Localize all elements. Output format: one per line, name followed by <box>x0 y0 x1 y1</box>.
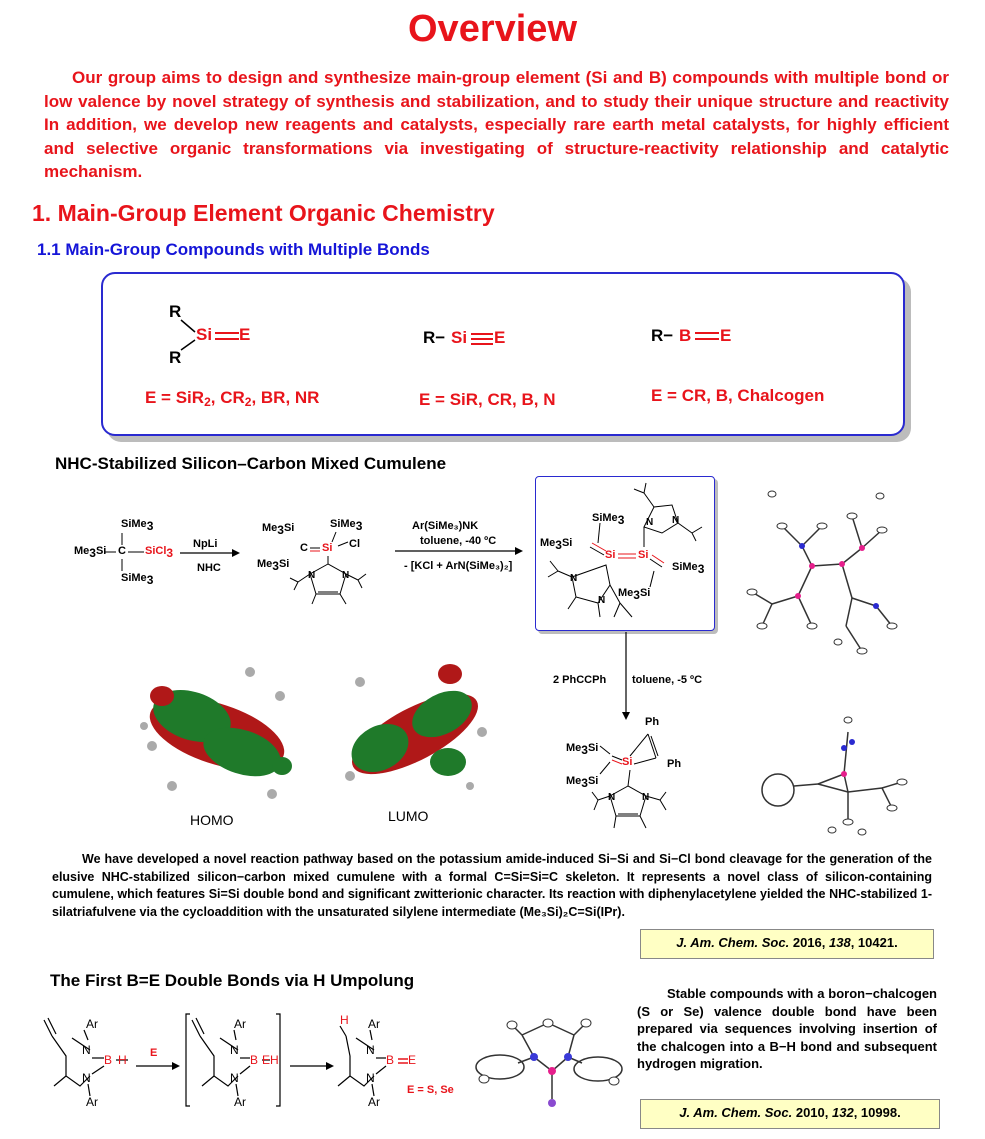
silene-si: Si <box>196 325 213 344</box>
svg-text:N: N <box>570 573 578 584</box>
svg-text:H: H <box>118 1053 127 1067</box>
cumulene-skeleton <box>536 477 714 630</box>
multiple-bond-box <box>101 272 905 436</box>
reagent-toluene-5: toluene, -5 ºC <box>632 674 703 686</box>
svg-text:N: N <box>366 1071 375 1085</box>
homo-label: HOMO <box>190 812 234 828</box>
svg-text:B: B <box>250 1053 259 1067</box>
arrow-down <box>620 632 632 722</box>
reagent-byproduct: - [KCl + ArN(SiMe₃)₂] <box>404 560 513 572</box>
boron-reagent-e: E <box>150 1047 158 1059</box>
silene-e: E <box>239 325 251 344</box>
silyne-r: R− <box>423 328 446 347</box>
svg-text:H: H <box>340 1013 349 1027</box>
svg-text:N: N <box>342 570 350 581</box>
silyne-e-list: E = SiR, CR, B, N <box>419 390 556 409</box>
svg-text:Ar: Ar <box>234 1017 246 1031</box>
cum-me3si-a: Me3Si <box>540 537 573 552</box>
svg-text:B: B <box>386 1053 395 1067</box>
svg-text:Ar: Ar <box>86 1017 98 1031</box>
sm-bonds <box>100 525 160 585</box>
crystal-structure-cumulene <box>742 486 902 661</box>
svg-text:N: N <box>642 792 650 803</box>
reagent-phccph: 2 PhCCPh <box>553 674 607 686</box>
reagent-amide: Ar(SiMe₃)NK <box>412 520 479 532</box>
prod-ph-top: Ph <box>645 716 660 728</box>
svg-text:N: N <box>366 1043 375 1057</box>
arrow-2 <box>395 547 525 557</box>
homo-orbital <box>132 656 302 806</box>
borylene-r: R− <box>651 326 674 345</box>
svg-text:N: N <box>82 1071 91 1085</box>
reference-2010: J. Am. Chem. Soc. 2010, 132, 10998. <box>640 1099 940 1129</box>
svg-text:Ar: Ar <box>234 1095 246 1109</box>
lumo-orbital <box>330 656 500 806</box>
svg-text:N: N <box>598 595 606 606</box>
svg-text:N: N <box>672 515 680 526</box>
boron-atom: B <box>679 326 692 345</box>
sm-me3si: Me3Si <box>74 545 107 560</box>
cumulene-paragraph: We have developed a novel reaction pathway based on the potassium amide-induced Si−Si and Si−Cl bond cleavage for the generation of the elusive NHC-stabilized silicon−carbon mixed cumulene with a formal C=Si=Si=C skeleton. It represents a novel class of silicon-containing cumulene, which features Si=Si double bond and significant zwitterionic character. Its reaction with diphenylacetylene yielded the NHC-stabilized 1-silatriafulvene via the cycloaddition with the unsaturated silylene intermediate (Me₃Si)₂C=Si(IPr). <box>52 852 932 919</box>
svg-text:EH: EH <box>262 1053 279 1067</box>
r-group-bottom: R <box>169 348 182 367</box>
silyne-si: Si <box>451 328 468 347</box>
prod-skeleton <box>590 720 700 840</box>
page-title: Overview <box>408 8 577 50</box>
int-si: Si <box>322 542 333 554</box>
boron-scheme <box>40 1010 480 1130</box>
svg-text:N: N <box>608 792 616 803</box>
boron-e-list: E = CR, B, Chalcogen <box>651 386 825 405</box>
reference-2016: J. Am. Chem. Soc. 2016, 138, 10421. <box>640 929 934 959</box>
cum-me3si-b: Me3Si <box>618 587 651 602</box>
svg-text:Ar: Ar <box>86 1095 98 1109</box>
prod-si: Si <box>622 756 633 768</box>
svg-text:N: N <box>646 517 654 528</box>
int-cl: Cl <box>349 538 360 550</box>
boron-heading: The First B=E Double Bonds via H Umpolung <box>50 971 415 990</box>
silene-e-list: E = SiR$_2$, $CR_2$, BR, NR <box>145 388 320 409</box>
int-me3si-bottom: Me3Si <box>257 558 290 573</box>
svg-text:B: B <box>104 1053 113 1067</box>
boron-e-equals: E = S, Se <box>407 1084 454 1096</box>
svg-text:E: E <box>408 1053 417 1067</box>
boron-e: E <box>720 326 732 345</box>
svg-text:N: N <box>230 1043 239 1057</box>
prod-me3si-bottom: Me3Si <box>566 775 599 790</box>
section-1-1-heading: 1.1 Main-Group Compounds with Multiple Bonds <box>37 240 430 259</box>
cum-si-2: Si <box>638 549 649 561</box>
reagent-toluene-40: toluene, -40 ºC <box>420 535 497 547</box>
int-sime3: SiMe3 <box>330 518 363 533</box>
svg-text:N: N <box>230 1071 239 1085</box>
silyne-e: E <box>494 328 506 347</box>
sm-sime3-bottom: SiMe3 <box>121 572 154 587</box>
intro-paragraph: Our group aims to design and synthesize main-group element (Si and B) compounds with multiple bond or low valence by novel strategy of synthesis and stabilization, and to study their unique structure and reactivity In addition, we develop new reagents and catalysts, especially rare earth metal catalysts, for highly efficient and selective organic transformations via investigating of structure-reactivity relationship and catalytic mechanism. <box>44 68 949 181</box>
svg-text:Ar: Ar <box>368 1095 380 1109</box>
crystal-structure-silatriafulvene <box>752 712 912 842</box>
section-1-heading: 1. Main-Group Element Organic Chemistry <box>32 200 495 226</box>
cumulene-product-box <box>535 476 715 631</box>
svg-text:N: N <box>82 1043 91 1057</box>
int-me3si-top: Me3Si <box>262 522 295 537</box>
cumulene-heading: NHC-Stabilized Silicon–Carbon Mixed Cumulene <box>55 454 447 473</box>
sm-sicl3: SiCl3 <box>145 545 174 560</box>
arrow-1 <box>180 549 240 559</box>
cum-si-1: Si <box>605 549 616 561</box>
reagent-nplil: NpLi <box>193 538 218 550</box>
int-carbon: C <box>300 542 308 554</box>
cum-sime3-b: SiMe3 <box>672 561 705 576</box>
boron-paragraph: Stable compounds with a boron−chalcogen (S or Se) valence double bond have been prepared via sequences involving insertion of the chalcogen into a B−H bond and subsequent hydrogen migration. <box>637 986 937 1071</box>
svg-text:Ar: Ar <box>368 1017 380 1031</box>
sm-carbon: C <box>118 545 126 557</box>
prod-me3si-top: Me3Si <box>566 742 599 757</box>
sm-sime3-top: SiMe3 <box>121 518 154 533</box>
lumo-label: LUMO <box>388 808 429 824</box>
cum-sime3-a: SiMe3 <box>592 512 625 527</box>
reagent-nhc: NHC <box>197 562 221 574</box>
r-group-top: R <box>169 302 182 321</box>
prod-ph-right: Ph <box>667 758 682 770</box>
crystal-structure-boron <box>472 1015 632 1125</box>
svg-text:N: N <box>308 570 316 581</box>
int-nhc-ring <box>280 528 390 618</box>
